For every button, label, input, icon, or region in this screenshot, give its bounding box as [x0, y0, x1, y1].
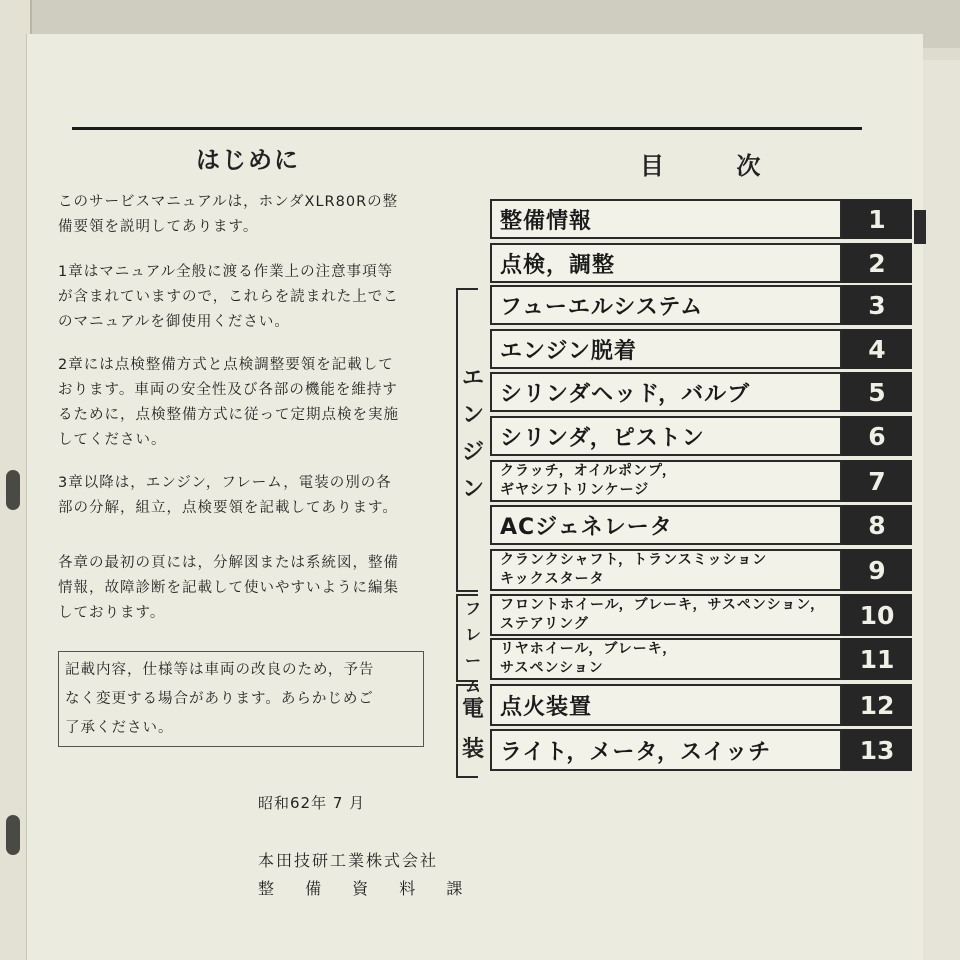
toc-entry: [490, 285, 920, 325]
intro-paragraph-4: [58, 471, 438, 521]
toc-entry: [490, 416, 920, 456]
text-line: のマニュアルを御使用ください。: [58, 314, 290, 330]
toc-entry: [490, 594, 920, 636]
engine-group-label: エ ン ジ ン: [461, 366, 484, 502]
toc-entry-title: [490, 729, 842, 771]
electrical-group-label: 電 装: [461, 697, 484, 762]
toc-entry-title-text: ACジェネレータ: [500, 514, 673, 540]
toc-entry-chapter-number: 7: [842, 460, 912, 502]
text-line: 2章には点検整備方式と点検調整要領を記載して: [58, 357, 394, 373]
toc-entry-title: [490, 285, 842, 325]
text-line: 記載内容，仕様等は車両の改良のため，予告: [65, 662, 375, 678]
toc-entry-chapter-number: 1: [842, 199, 912, 239]
toc-entry-title: [490, 549, 842, 591]
toc-entry-chapter-number: 5: [842, 372, 912, 412]
text-line: 各章の最初の頁には，分解図または系統図，整備: [58, 555, 399, 571]
toc-entry: [490, 549, 920, 591]
binding-hole: [6, 470, 20, 510]
toc-entry-title-text: 点火装置: [500, 694, 593, 720]
toc-entry-title-text: フロントホイール，ブレーキ，サスペンション， ステアリング: [500, 597, 826, 632]
toc-entry-title: [490, 638, 842, 680]
toc-entry: [490, 243, 920, 283]
text-line: このサービスマニュアルは，ホンダXLR80Rの整: [58, 194, 399, 210]
toc-entry-chapter-number: 8: [842, 505, 912, 545]
toc-entry-title-text: リヤホイール，ブレーキ， サスペンション: [500, 641, 678, 676]
toc-entry-title: [490, 460, 842, 502]
toc-entry-title-text: シリンダ，ピストン: [500, 425, 705, 451]
toc-entry-chapter-number: 2: [842, 243, 912, 283]
toc-entry-title: [490, 329, 842, 369]
toc-entry-title-text: シリンダヘッド，バルブ: [500, 381, 751, 407]
intro-heading: はじめに: [196, 146, 300, 174]
toc-entry-title: [490, 684, 842, 726]
toc-entry: [490, 372, 920, 412]
publisher-company: 本田技研工業株式会社: [258, 851, 439, 870]
toc-entry-chapter-number: 10: [842, 594, 912, 636]
toc-entry-title: [490, 505, 842, 545]
intro-paragraph-2: [58, 260, 438, 335]
toc-entry-chapter-number: 4: [842, 329, 912, 369]
toc-entry-chapter-number: 13: [842, 729, 912, 771]
toc-entry-chapter-number: 11: [842, 638, 912, 680]
text-line: 備要領を説明してあります。: [58, 219, 259, 235]
toc-entry-chapter-number: 3: [842, 285, 912, 325]
toc-entry-title: [490, 243, 842, 283]
toc-entry-title: [490, 199, 842, 239]
toc-entry: [490, 729, 920, 771]
toc-entry-chapter-number: 12: [842, 684, 912, 726]
toc-heading: 目 次: [640, 152, 793, 180]
toc-entry-title-text: エンジン脱着: [500, 338, 637, 364]
toc-entry-title-text: フューエルシステム: [500, 294, 704, 320]
text-line: 3章以降は，エンジン，フレーム，電装の別の各: [58, 475, 392, 491]
toc-entry-title-text: 整備情報: [500, 208, 593, 234]
toc-entry: [490, 505, 920, 545]
intro-paragraph-3: [58, 353, 438, 453]
text-line: 部の分解，組立，点検要領を記載してあります。: [58, 500, 398, 516]
toc-entry: [490, 460, 920, 502]
toc-entry-title-text: クラッチ，オイルポンプ， ギヤシフトリンケージ: [500, 463, 677, 498]
toc-entry-title: [490, 372, 842, 412]
text-line: が含まれていますので，これらを読まれた上でこ: [58, 289, 399, 305]
toc-entry-title: [490, 594, 842, 636]
toc-entry-title-text: 点検，調整: [500, 252, 616, 278]
toc-entry: [490, 638, 920, 680]
text-line: 情報，故障診断を記載して使いやすいように編集: [58, 580, 399, 596]
publisher-department: 整 備 資 料 課: [258, 879, 476, 898]
header-rule: [72, 127, 862, 130]
text-line: してください。: [58, 432, 167, 448]
text-line: 1章はマニュアル全般に渡る作業上の注意事項等: [58, 264, 394, 280]
intro-paragraph-1: [58, 190, 438, 240]
text-line: しております。: [58, 605, 166, 621]
text-line: るために，点検整備方式に従って定期点検を実施: [58, 407, 399, 423]
toc-entry: [490, 684, 920, 726]
publication-date: 昭和62年 7 月: [258, 794, 366, 812]
intro-paragraph-5: [58, 551, 438, 626]
frame-group-label: フ レ ー ム: [464, 599, 481, 696]
text-line: 了承ください。: [65, 720, 174, 736]
text-line: なく変更する場合があります。あらかじめご: [65, 691, 374, 707]
binding-hole: [6, 815, 20, 855]
notice-box: [58, 651, 424, 747]
toc-entry-title-text: クランクシャフト，トランスミッション キックスタータ: [500, 552, 768, 587]
toc-entry: [490, 329, 920, 369]
text-line: おります。車両の安全性及び各部の機能を維持す: [58, 382, 398, 398]
toc-entry-title: [490, 416, 842, 456]
toc-entry-chapter-number: 6: [842, 416, 912, 456]
toc-entry: [490, 199, 920, 239]
toc-entry-chapter-number: 9: [842, 549, 912, 591]
toc-entry-title-text: ライト，メータ，スイッチ: [500, 739, 772, 765]
